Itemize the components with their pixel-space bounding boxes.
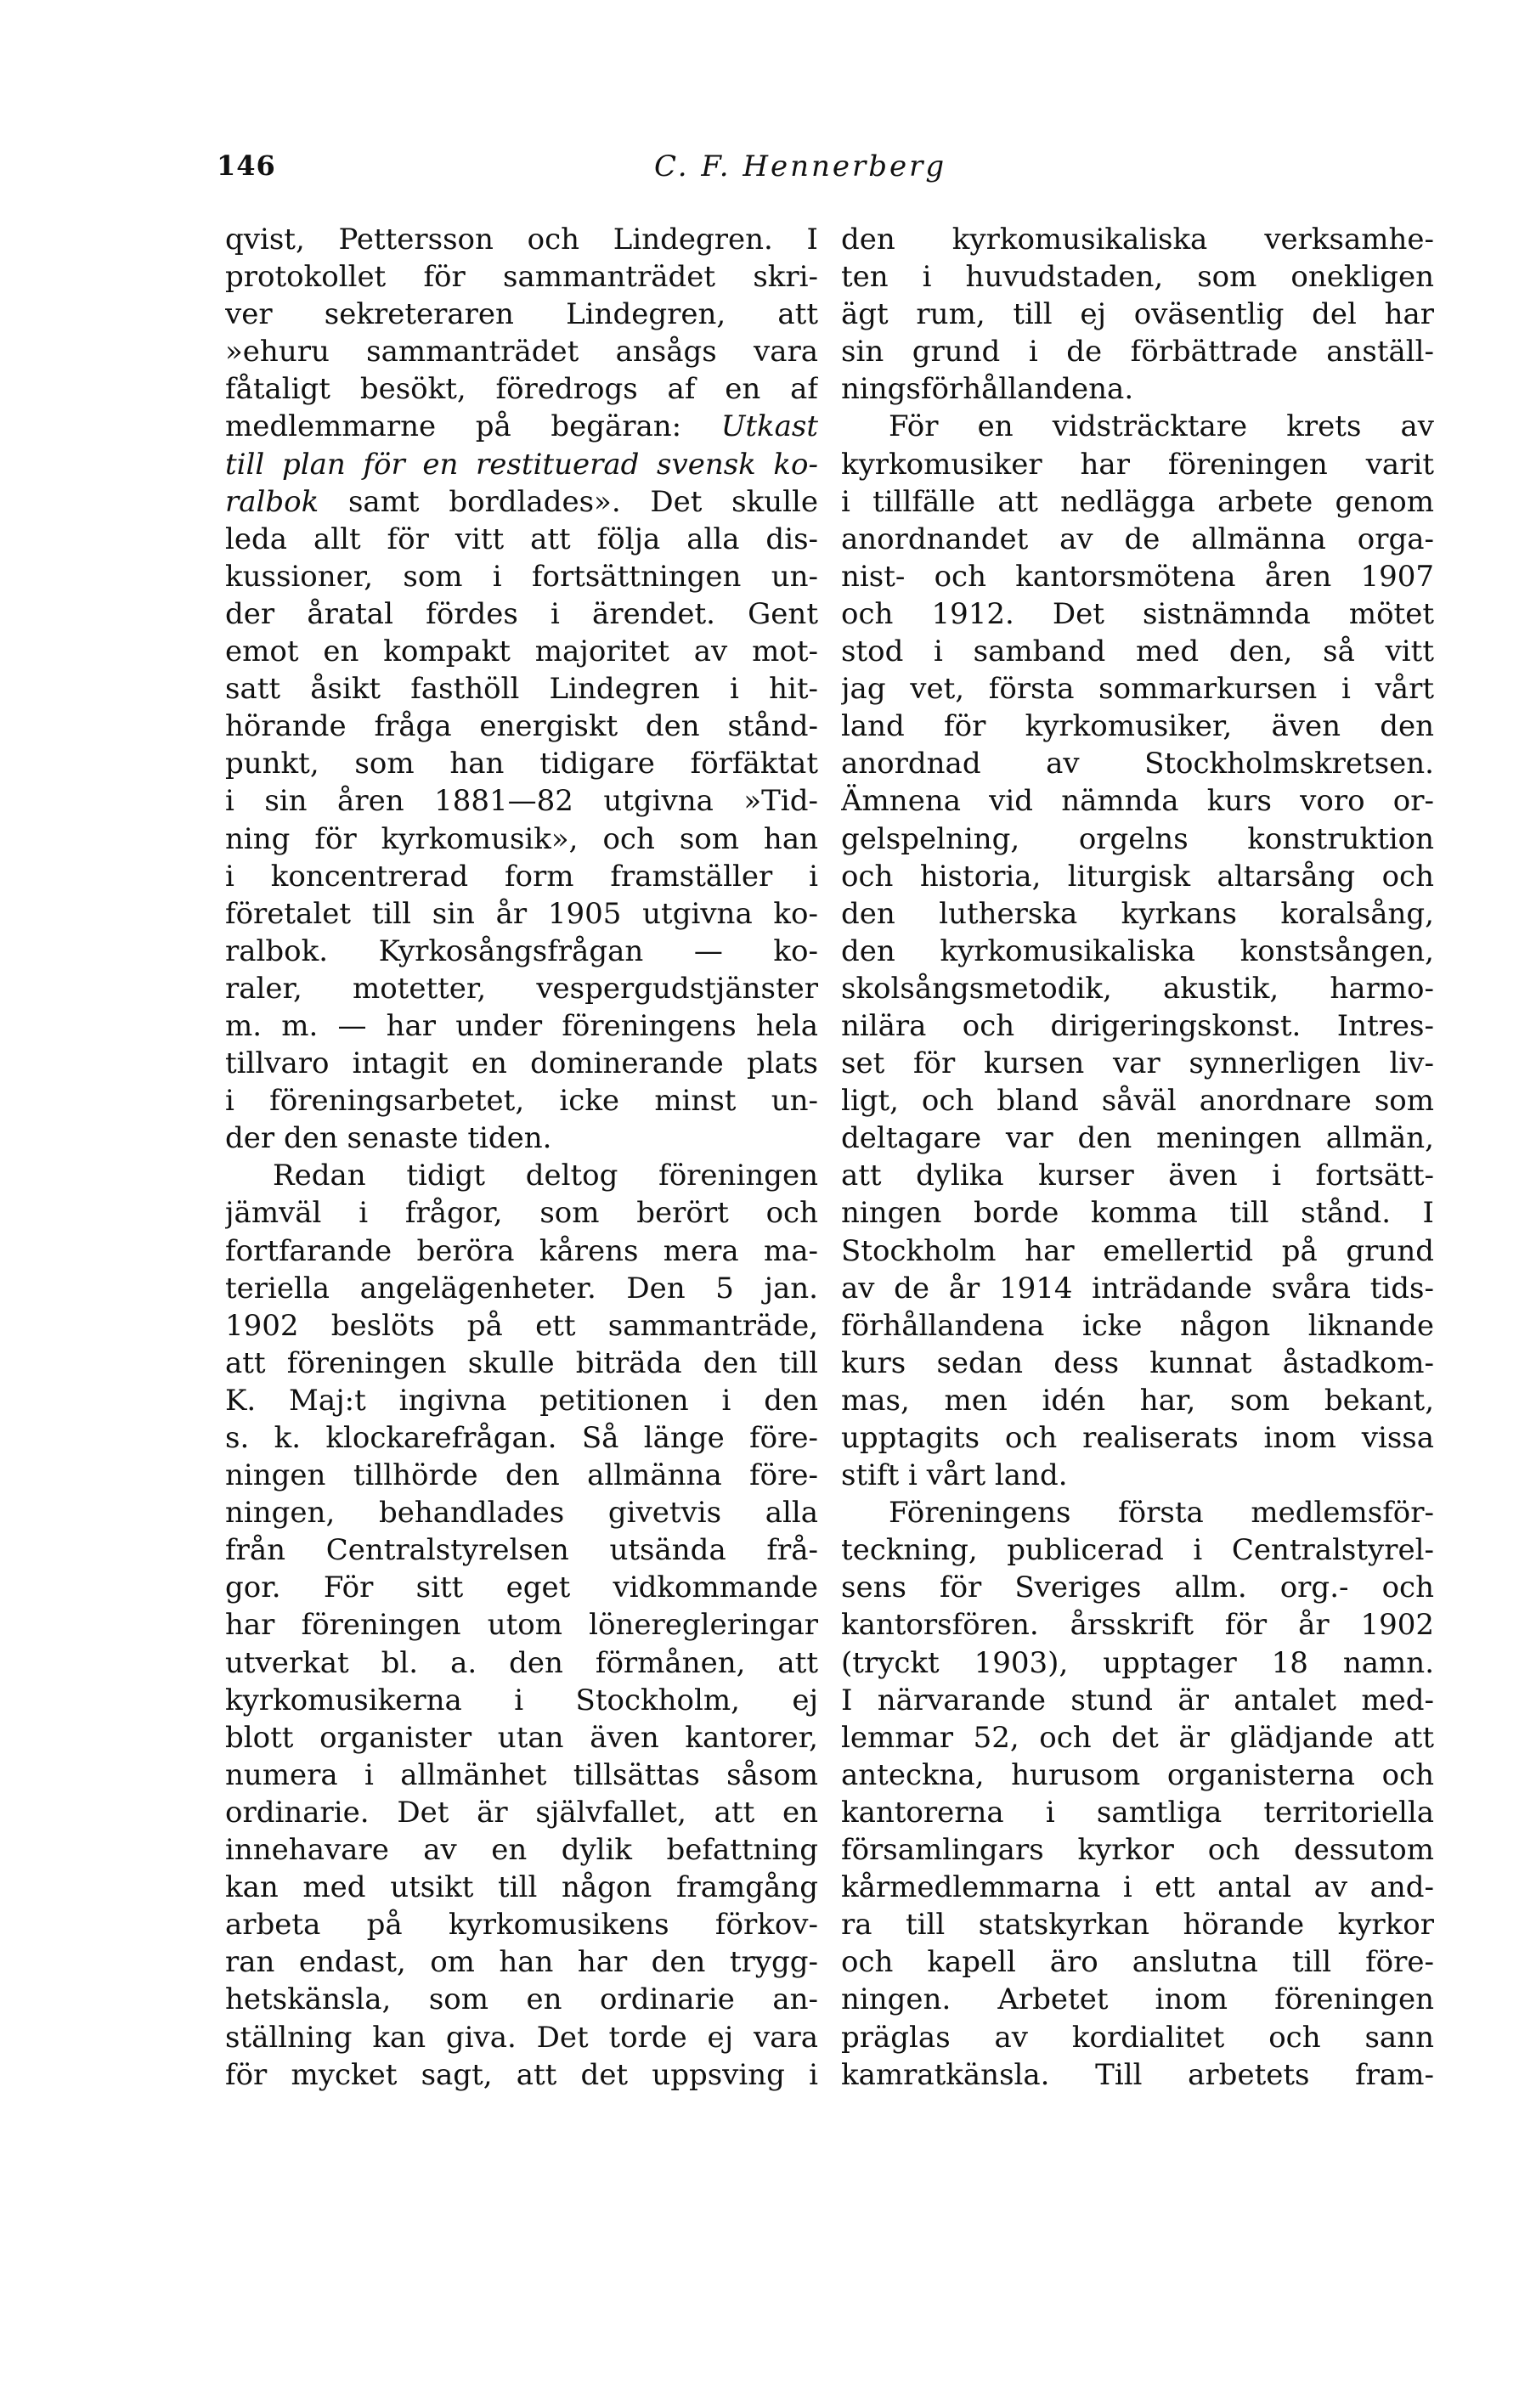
text-line: upptagits och realiserats inom vissa (841, 1421, 1434, 1455)
text-line: och kapell äro anslutna till före- (841, 1945, 1434, 1980)
text-line: församlingars kyrkor och dessutom (841, 1833, 1434, 1868)
text-line: stod i samband med den, så vitt (841, 634, 1434, 669)
text-line: »ehuru sammanträdet ansågs vara (225, 335, 818, 369)
text-line: raler, motetter, vespergudstjänster (225, 971, 818, 1006)
text-line: satt åsikt fasthöll Lindegren i hit- (225, 672, 818, 707)
italic-title: till plan för en restituerad svensk ko- (225, 447, 818, 482)
text-line: stift i vårt land. (841, 1458, 1068, 1493)
text-line: numera i allmänhet tillsättas såsom (225, 1757, 818, 1792)
text-line: Stockholm har emellertid på grund (841, 1233, 1434, 1268)
text-line: förhållandena icke någon liknande (841, 1308, 1434, 1343)
running-head: C. F. Hennerberg (654, 149, 947, 183)
text-line: ningen tillhörde den allmänna före- (225, 1458, 818, 1493)
text-line: och 1912. Det sistnämnda mötet (841, 596, 1434, 631)
text-line (225, 446, 818, 483)
text-line: 1902 beslöts på ett sammanträde, (225, 1308, 818, 1343)
text-line: anteckna, hurusom organisterna och (841, 1757, 1434, 1792)
text-line: har föreningen utom löneregleringar (225, 1608, 818, 1643)
text-line: mas, men idén har, som bekant, (841, 1383, 1434, 1418)
text-line: gor. För sitt eget vidkommande (225, 1571, 818, 1605)
text-line: der åratal fördes i ärendet. Gent (225, 596, 818, 631)
text-line: För en vidsträcktare krets av (889, 409, 1434, 444)
text-line: och historia, liturgisk altarsång och (841, 859, 1434, 894)
text-line: punkt, som han tidigare förfäktat (225, 747, 818, 781)
text-line: s. k. klockarefrågan. Så länge före- (225, 1421, 818, 1455)
text-line: ralbok. Kyrkosångsfrågan — ko- (225, 933, 818, 968)
text-line: anordnandet av de allmänna orga- (841, 522, 1434, 556)
text-line: sin grund i de förbättrade anställ- (841, 335, 1434, 369)
text-line: I närvarande stund är antalet med- (841, 1683, 1434, 1717)
text-line: sens för Sveriges allm. org.- och (841, 1571, 1434, 1605)
text-line: för mycket sagt, att det uppsving i (225, 2057, 818, 2092)
text-line: der den senaste tiden. (225, 1121, 552, 1156)
text-line: ningen borde komma till stånd. I (841, 1196, 1434, 1231)
text-line: set för kursen var synnerligen liv- (841, 1046, 1434, 1081)
text-line: ra till statskyrkan hörande kyrkor (841, 1908, 1434, 1943)
text-line: hörande fråga energiskt den stånd- (225, 709, 818, 744)
italic-title: ralbok (225, 484, 319, 519)
text-line: hetskänsla, som en ordinarie an- (225, 1982, 818, 2017)
text-line: gelspelning, orgelns konstruktion (841, 821, 1434, 856)
text-line: kantorerna i samtliga territoriella (841, 1795, 1434, 1830)
text-line: kan med utsikt till någon framgång (225, 1870, 818, 1905)
text-line: kyrkomusiker har föreningen varit (841, 447, 1434, 482)
text-line: land för kyrkomusiker, även den (841, 709, 1434, 744)
text-line: präglas av kordialitet och sann (841, 2020, 1434, 2055)
text-line: ningen, behandlades givetvis alla (225, 1496, 818, 1531)
text-line: i tillfälle att nedlägga arbete genom (841, 484, 1434, 519)
text-line: lemmar 52, och det är glädjande att (841, 1720, 1434, 1755)
text-line: fortfarande beröra kårens mera ma- (225, 1233, 818, 1268)
text-line: Redan tidigt deltog föreningen (273, 1159, 818, 1193)
text-line: Föreningens första medlemsför- (889, 1496, 1434, 1531)
page-number: 146 (217, 149, 276, 182)
text-line: emot en kompakt majoritet av mot- (225, 634, 818, 669)
text-line: kamratkänsla. Till arbetets fram- (841, 2057, 1434, 2092)
text-line: arbeta på kyrkomusikens förkov- (225, 1908, 818, 1943)
text-line: ställning kan giva. Det torde ej vara (225, 2020, 818, 2055)
text-line (225, 483, 818, 521)
text-line: K. Maj:t ingivna petitionen i den (225, 1383, 818, 1418)
text-line: kyrkomusikerna i Stockholm, ej (225, 1683, 818, 1717)
right-column (841, 221, 1434, 2094)
text-line: jämväl i frågor, som berört och (225, 1196, 818, 1231)
text-line: tillvaro intagit en dominerande plats (225, 1046, 818, 1081)
text-line: den kyrkomusikaliska konstsången, (841, 933, 1434, 968)
text-line: skolsångsmetodik, akustik, harmo- (841, 971, 1434, 1006)
text-line: nist- och kantorsmötena åren 1907 (841, 559, 1434, 594)
text-line: jag vet, första sommarkursen i vårt (841, 672, 1434, 707)
text-line: ningsförhållandena. (841, 372, 1134, 407)
text-line: av de år 1914 inträdande svåra tids- (841, 1271, 1434, 1306)
text-line: innehavare av en dylik befattning (225, 1833, 818, 1868)
text-line: ägt rum, till ej oväsentlig del har (841, 297, 1434, 332)
text-line: ning för kyrkomusik», och som han (225, 821, 818, 856)
text-line: (tryckt 1903), upptager 18 namn. (841, 1645, 1434, 1680)
text-line: utverkat bl. a. den förmånen, att (225, 1645, 818, 1680)
text-line: kussioner, som i fortsättningen un- (225, 559, 818, 594)
text-run: samt bordlades». Det skulle (319, 484, 818, 519)
text-line: i föreningsarbetet, icke minst un- (225, 1084, 818, 1119)
text-line: ningen. Arbetet inom föreningen (841, 1982, 1434, 2017)
text-line: ten i huvudstaden, som onekligen (841, 260, 1434, 295)
text-line: ordinarie. Det är självfallet, att en (225, 1795, 818, 1830)
text-line: blott organister utan även kantorer, (225, 1720, 818, 1755)
text-line: ligt, och bland såväl anordnare som (841, 1084, 1434, 1119)
text-line: fåtaligt besökt, föredrogs af en af (225, 372, 818, 407)
text-line: kårmedlemmarna i ett antal av and- (841, 1870, 1434, 1905)
text-line: leda allt för vitt att följa alla dis- (225, 522, 818, 556)
text-line: deltagare var den meningen allmän, (841, 1121, 1434, 1156)
text-line: kantorsfören. årsskrift för år 1902 (841, 1608, 1434, 1643)
text-line: Ämnena vid nämnda kurs voro or- (841, 784, 1434, 819)
text-line (225, 408, 818, 445)
text-line: i koncentrerad form framställer i (225, 859, 818, 894)
text-line: ran endast, om han har den trygg- (225, 1945, 818, 1980)
text-line: nilära och dirigeringskonst. Intres- (841, 1008, 1434, 1043)
text-line: företalet till sin år 1905 utgivna ko- (225, 896, 818, 931)
text-line: att föreningen skulle biträda den till (225, 1345, 818, 1380)
italic-title: Utkast (720, 409, 818, 444)
text-line: den lutherska kyrkans koralsång, (841, 896, 1434, 931)
text-line: qvist, Pettersson och Lindegren. I (225, 223, 818, 257)
text-line: teriella angelägenheter. Den 5 jan. (225, 1271, 818, 1306)
text-line: ver sekreteraren Lindegren, att (225, 297, 818, 332)
text-line: den kyrkomusikaliska verksamhe- (841, 223, 1434, 257)
text-line: m. m. — har under föreningens hela (225, 1008, 818, 1043)
left-column (225, 221, 818, 2094)
text-line: anordnad av Stockholmskretsen. (841, 747, 1434, 781)
text-line: protokollet för sammanträdet skri- (225, 260, 818, 295)
text-line: från Centralstyrelsen utsända frå- (225, 1533, 818, 1568)
text-line: teckning, publicerad i Centralstyrel- (841, 1533, 1434, 1568)
text-line: att dylika kurser även i fortsätt- (841, 1159, 1434, 1193)
text-line: i sin åren 1881—82 utgivna »Tid- (225, 784, 818, 819)
text-run: medlemmarne på begäran: (225, 409, 721, 444)
text-line: kurs sedan dess kunnat åstadkom- (841, 1345, 1434, 1380)
